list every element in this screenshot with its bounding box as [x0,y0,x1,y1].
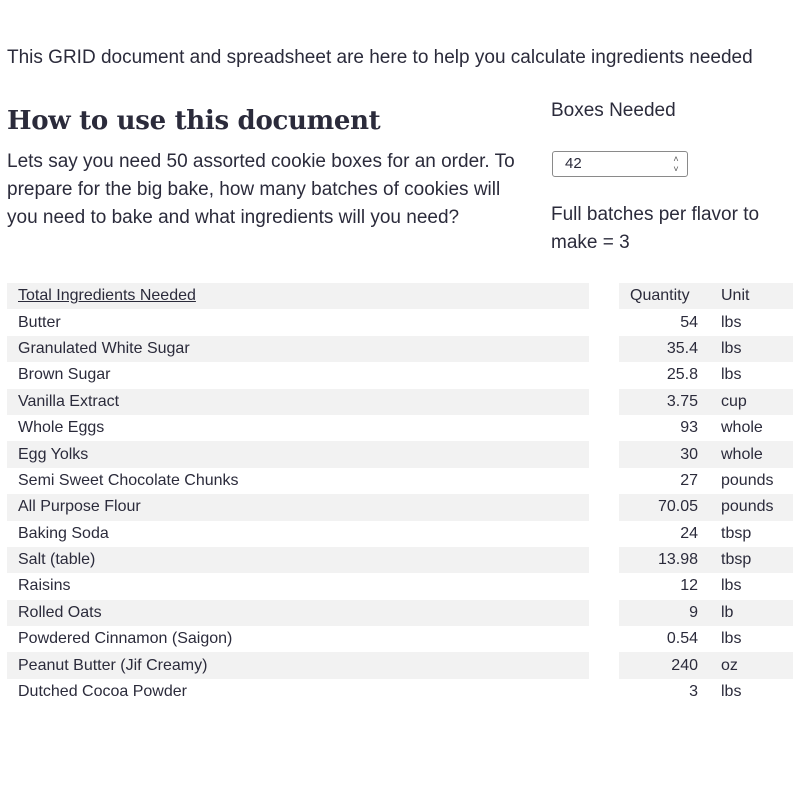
boxes-needed-stepper[interactable] [552,151,688,177]
quantity-header: Quantity [630,287,690,305]
quantity-value: 240 [671,656,698,674]
table-row [7,336,589,362]
table-row [619,362,793,388]
unit-header: Unit [721,287,750,305]
table-row [619,626,793,652]
unit-value: cup [721,392,747,410]
ingredients-quantity-column [619,283,793,705]
table-row [619,679,793,705]
boxes-needed-label: Boxes Needed [551,100,676,121]
table-row [7,600,589,626]
chevron-down-icon[interactable]: ˅ [673,164,679,174]
table-row [619,441,793,467]
table-row [619,573,793,599]
unit-value: lbs [721,339,742,357]
quantity-value: 3 [689,683,698,701]
unit-value: lbs [721,313,742,331]
table-row [7,362,589,388]
unit-value: lbs [721,630,742,648]
table-row [7,415,589,441]
total-ingredients-link[interactable]: Total Ingredients Needed [18,287,196,305]
table-row [7,547,589,573]
table-row [619,309,793,335]
ingredient-name: Whole Eggs [18,419,105,437]
unit-value: oz [721,656,738,674]
ingredient-name: Egg Yolks [18,445,89,463]
quantity-value: 35.4 [666,339,698,357]
table-row [619,389,793,415]
table-row [7,309,589,335]
quantity-value: 25.8 [666,366,698,384]
quantity-value: 13.98 [657,551,698,569]
unit-value: pounds [721,498,774,516]
table-row [7,494,589,520]
howto-title: How to use this document [7,106,381,136]
full-batches-text: Full batches per flavor to make = 3 [551,204,760,253]
quantity-value: 30 [680,445,698,463]
quantity-value: 27 [680,471,698,489]
ingredient-name: Butter [18,313,61,331]
boxes-needed-value[interactable]: 42 [565,155,582,172]
ingredient-name: Salt (table) [18,551,96,569]
howto-text: Lets say you need 50 assorted cookie boxes for an order. To prepare for the big bake, how many batches of cookies will you need to bake and what ingredients will you need? [7,151,515,228]
table-row [7,521,589,547]
quantity-value: 0.54 [666,630,698,648]
table-row [619,494,793,520]
table-row [619,415,793,441]
ingredients-name-column [7,283,589,705]
table-row [619,521,793,547]
intro-text: This GRID document and spreadsheet are here to help you calculate ingredients needed [7,47,753,68]
ingredient-name: Powdered Cinnamon (Saigon) [18,630,233,648]
unit-value: pounds [721,471,774,489]
ingredient-name: Vanilla Extract [18,392,120,410]
table-row [7,679,589,705]
unit-value: whole [721,445,763,463]
ingredient-name: Dutched Cocoa Powder [18,683,187,701]
table-row [7,652,589,678]
table-row [619,547,793,573]
unit-value: lbs [721,577,742,595]
quantity-value: 70.05 [657,498,698,516]
chevron-up-icon[interactable]: ˄ [673,154,679,164]
ingredient-name: Semi Sweet Chocolate Chunks [18,471,239,489]
quantity-value: 9 [689,603,698,621]
table-row [7,626,589,652]
quantity-value: 24 [680,524,698,542]
ingredient-name: All Purpose Flour [18,498,141,516]
quantity-value: 54 [680,313,698,331]
table-row [7,468,589,494]
quantity-value: 12 [680,577,698,595]
ingredient-name: Granulated White Sugar [18,339,190,357]
ingredient-name: Peanut Butter (Jif Creamy) [18,656,208,674]
unit-value: tbsp [721,551,752,569]
table-row [619,652,793,678]
table-row [7,441,589,467]
unit-value: tbsp [721,524,752,542]
ingredient-name: Brown Sugar [18,366,111,384]
unit-value: whole [721,419,763,437]
unit-value: lb [721,603,734,621]
stepper-spin-buttons[interactable] [669,154,683,174]
table-row [619,600,793,626]
unit-value: lbs [721,683,742,701]
quantity-value: 93 [680,419,698,437]
table-row [619,468,793,494]
table-row [7,573,589,599]
table-header-row [619,283,793,309]
ingredient-name: Rolled Oats [18,603,102,621]
quantity-value: 3.75 [666,392,698,410]
table-row [7,389,589,415]
ingredient-name: Baking Soda [18,524,109,542]
table-header-row [7,283,589,309]
unit-value: lbs [721,366,742,384]
ingredient-name: Raisins [18,577,71,595]
table-row [619,336,793,362]
